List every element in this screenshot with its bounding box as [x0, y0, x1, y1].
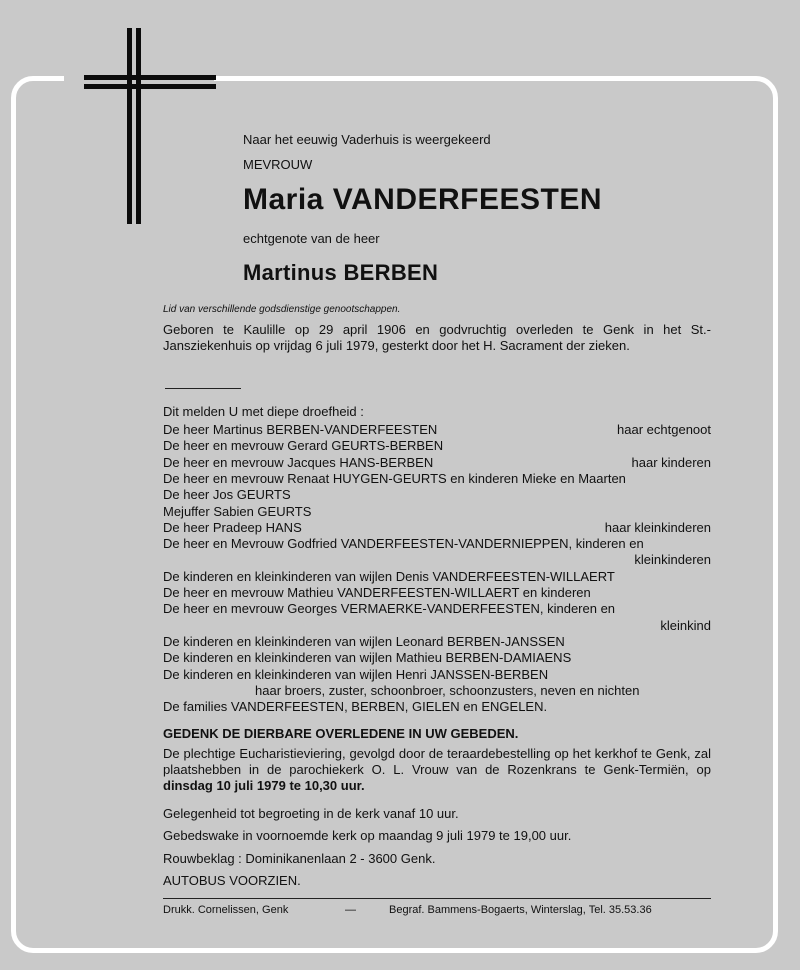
family-line — [163, 520, 711, 535]
family-line — [163, 585, 711, 600]
condolence-text: Gelegenheid tot begroeting in de kerk vanaf 10 uur. — [163, 806, 459, 821]
wake-text: Gebedswake in voornoemde kerk op maandag 9 juli 1979 te 19,00 uur. — [163, 828, 572, 843]
family-line — [163, 504, 711, 519]
birth-death-paragraph: Geboren te Kaulille op 29 april 1906 en godvruchtig overleden te Genk in het St.-Jansziekenhuis op vrijdag 6 juli 1979, gesterkt door het H. Sacrament der zieken. — [163, 322, 711, 353]
intro-text: Naar het eeuwig Vaderhuis is weergekeerd — [243, 132, 491, 147]
family-line — [163, 650, 711, 665]
service-date: dinsdag 10 juli 1979 te 10,30 uur. — [163, 778, 365, 793]
footer-separator: — — [345, 904, 356, 916]
short-divider — [165, 388, 241, 389]
footer-divider — [163, 898, 711, 899]
family-line — [163, 552, 711, 567]
bus-note: AUTOBUS VOORZIEN. — [163, 873, 301, 888]
family-line-text: De heer en Mevrouw Godfried VANDERFEESTEN-VANDERNIEPPEN, kinderen en — [163, 536, 644, 552]
family-line — [163, 487, 711, 502]
title-prefix: MEVROUW — [243, 157, 313, 172]
family-line-text: De heer Jos GEURTS — [163, 487, 291, 503]
family-line-role: haar kleinkinderen — [604, 519, 711, 535]
family-line — [163, 634, 711, 649]
family-line — [163, 618, 711, 633]
family-line — [163, 471, 711, 486]
family-line — [163, 536, 711, 551]
mourning-address: Rouwbeklag : Dominikanenlaan 2 - 3600 Genk. — [163, 851, 436, 866]
family-line — [163, 683, 711, 698]
service-paragraph — [163, 746, 711, 794]
family-line-text: De heer Martinus BERBEN-VANDERFEESTEN — [163, 422, 438, 437]
family-line-text: De kinderen en kleinkinderen van wijlen Leonard BERBEN-JANSSEN — [163, 633, 565, 649]
family-line-text: De heer en mevrouw Gerard GEURTS-BERBEN — [163, 438, 444, 454]
deceased-name: Maria VANDERFEESTEN — [243, 183, 603, 216]
family-line-text: De heer en mevrouw Mathieu VANDERFEESTEN-WILLAERT en kinderen — [163, 585, 591, 600]
family-line-text: De heer Pradeep HANS — [163, 519, 302, 535]
family-line-text: haar broers, zuster, schoonbroer, schoonzusters, neven en nichten — [255, 682, 640, 698]
cross-icon — [78, 28, 222, 224]
family-line — [163, 569, 711, 584]
family-line-text: De heer en mevrouw Georges VERMAERKE-VANDERFEESTEN, kinderen en — [163, 601, 616, 617]
family-line-text: De kinderen en kleinkinderen van wijlen Mathieu BERBEN-DAMIAENS — [163, 650, 572, 666]
family-line-role: kleinkinderen — [634, 552, 711, 568]
family-intro: Dit melden U met diepe droefheid : — [163, 404, 364, 419]
family-line — [163, 667, 711, 682]
family-line-text: De families VANDERFEESTEN, BERBEN, GIELEN en ENGELEN. — [163, 699, 548, 715]
family-line-role: haar echtgenoot — [617, 422, 711, 437]
family-line-text: De kinderen en kleinkinderen van wijlen Denis VANDERFEESTEN-WILLAERT — [163, 568, 615, 584]
family-line — [163, 601, 711, 616]
spouse-name: Martinus BERBEN — [243, 260, 439, 285]
family-line-text: De heer en mevrouw Renaat HUYGEN-GEURTS en kinderen Mieke en Maarten — [163, 470, 626, 486]
family-line-text: De kinderen en kleinkinderen van wijlen Henri JANSSEN-BERBEN — [163, 666, 549, 682]
family-line — [163, 422, 711, 437]
remember-line: GEDENK DE DIERBARE OVERLEDENE IN UW GEBEDEN. — [163, 726, 519, 741]
family-line — [163, 455, 711, 470]
footer-printer: Drukk. Cornelissen, Genk — [163, 904, 289, 916]
family-line-text: De heer en mevrouw Jacques HANS-BERBEN — [163, 454, 434, 470]
family-line — [163, 438, 711, 453]
family-line-role: haar kinderen — [631, 454, 711, 470]
membership-note: Lid van verschillende godsdienstige genootschappen. — [163, 304, 401, 315]
spouse-intro: echtgenote van de heer — [243, 231, 380, 246]
family-line — [163, 699, 711, 714]
family-line-text: Mejuffer Sabien GEURTS — [163, 503, 312, 519]
service-text: De plechtige Eucharistieviering, gevolgd door de teraardebestelling op het kerkhof te Genk, zal plaatshebben in de parochiekerk O. L. Vrouw van de Rozenkrans te Genk-Termiën, op — [163, 746, 711, 777]
footer-undertaker: Begraf. Bammens-Bogaerts, Winterslag, Tel. 35.53.36 — [389, 904, 652, 916]
family-line-role: kleinkind — [660, 617, 711, 633]
